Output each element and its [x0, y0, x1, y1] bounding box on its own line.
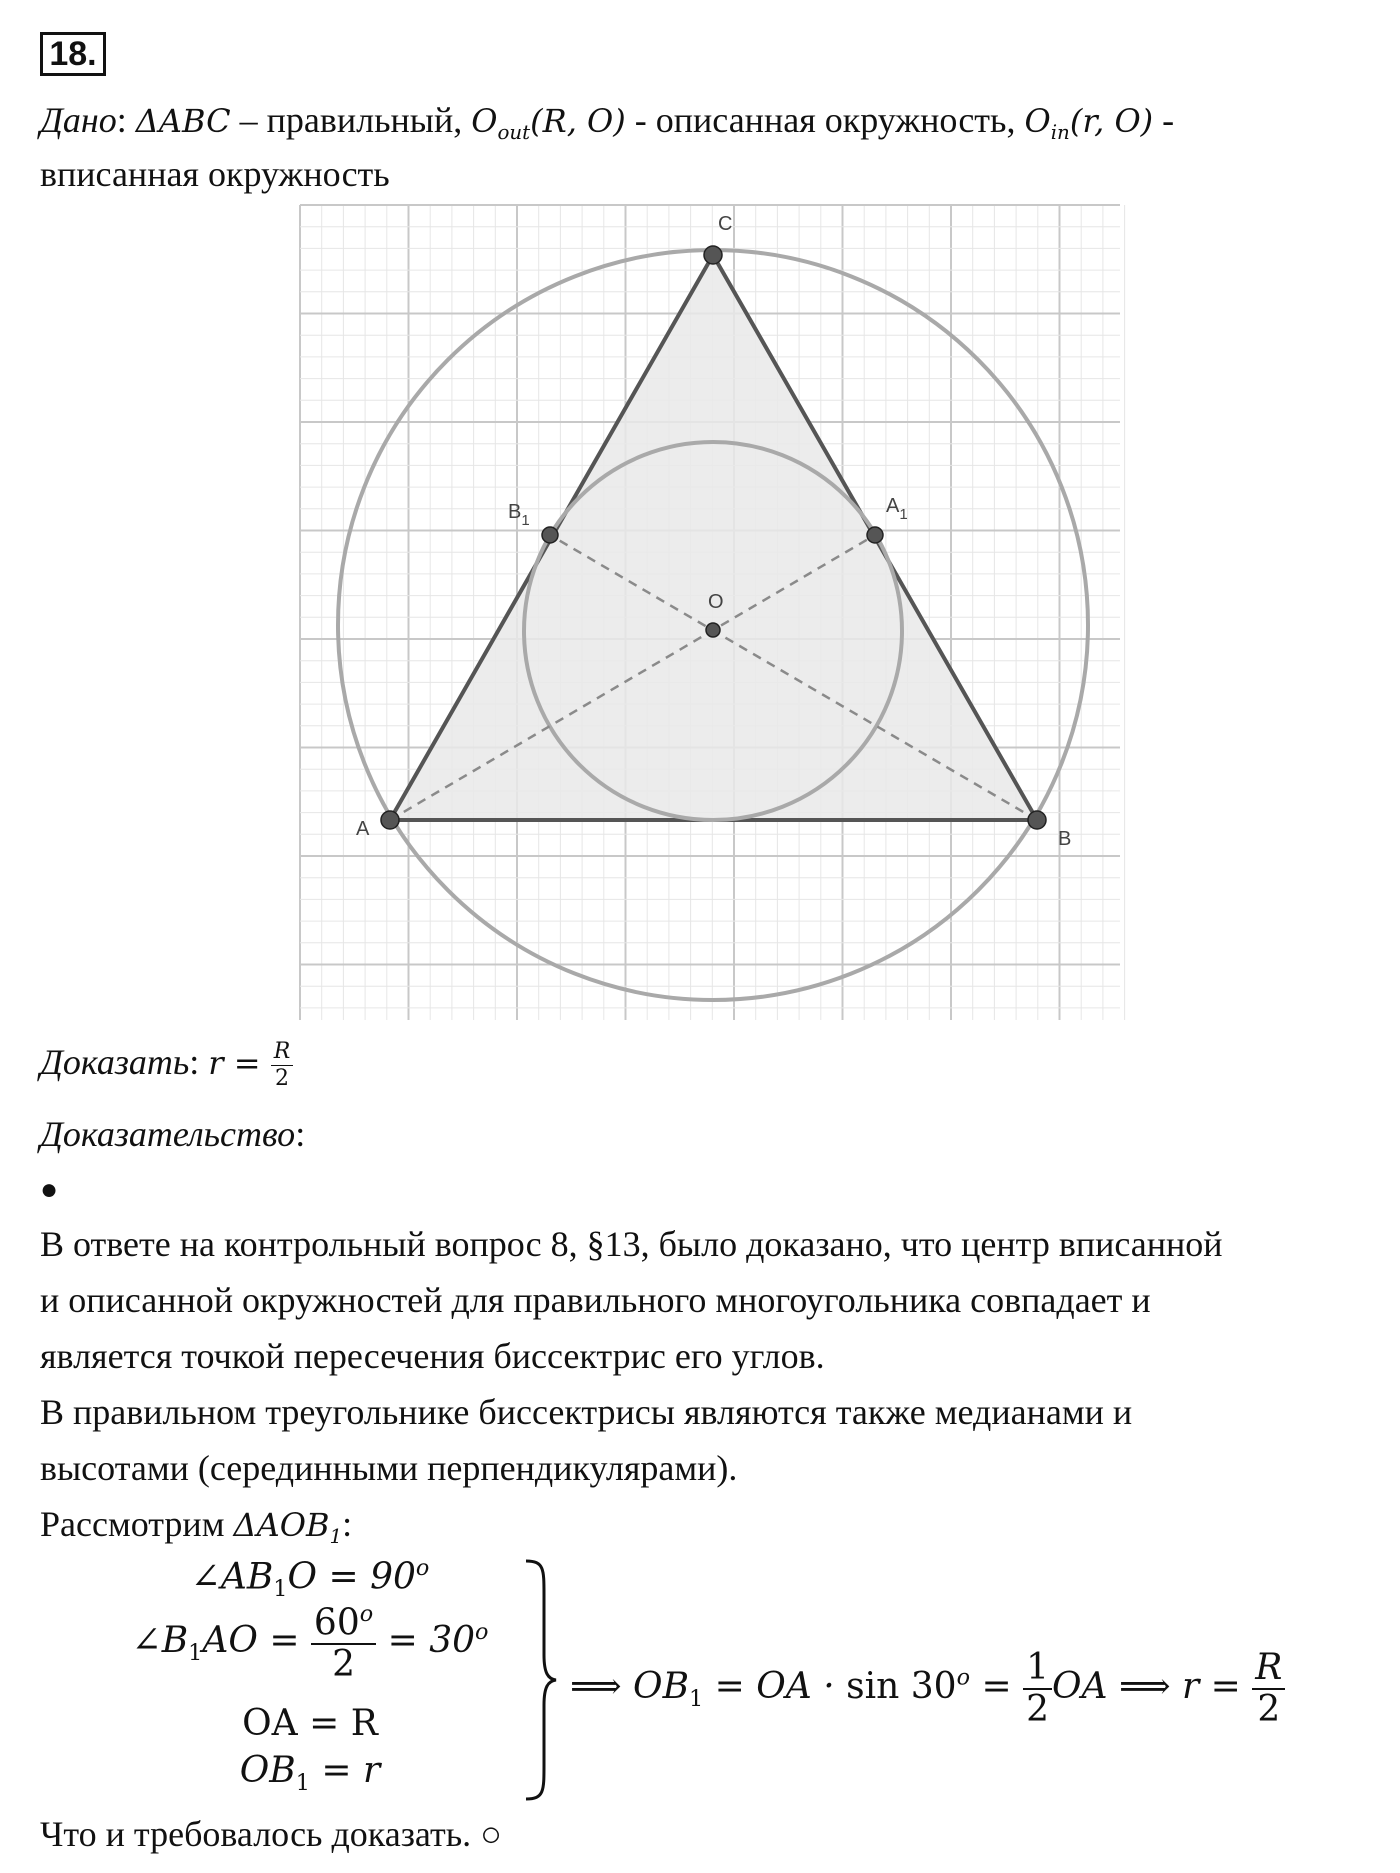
system-row-2: $\angle B_1AO$ = $\frac{60^o}{2}$ = $30^o$ [131, 1601, 489, 1686]
paragraph-line-2: и описанной окружностей для правильного многоугольника совпадает и [40, 1280, 1151, 1320]
given-text-circumscribed: - описанная окружность, [625, 100, 1025, 140]
given-line: Дано: ΔABC – правильный, $O_{out}(R$, O) - описанная окружность, $O_{in}(r$, O) - [40, 100, 1175, 144]
label-b: B [1058, 828, 1072, 850]
label-o: O [708, 591, 724, 613]
right-brace [520, 1555, 560, 1805]
paragraph-line-4: В правильном треугольнике биссектрисы являются также медианами и [40, 1392, 1133, 1432]
given-label: Дано [40, 100, 117, 140]
circumcircle-symbol: $O_{out}(R$, O) [471, 102, 626, 144]
label-b1: $B_1$ [508, 501, 530, 529]
incircle-symbol: $O_{in}(r$, O) [1024, 102, 1154, 144]
prove-fraction: $\frac{R}{2}$ [271, 1041, 294, 1090]
prove-label: Доказать [40, 1042, 190, 1082]
fraction-r-over-2: $\frac{R}{2}$ [1252, 1650, 1285, 1728]
consider-triangle: $\Delta AOB_1$ [233, 1506, 343, 1548]
point-c [704, 246, 722, 264]
point-a1 [867, 527, 883, 543]
prove-lhs: r [208, 1044, 224, 1082]
point-b [1028, 811, 1046, 829]
given-triangle: ΔABC [135, 102, 231, 140]
system-row-3: OA = R [242, 1703, 378, 1744]
paragraph-line-5: высотами (серединными перпендикулярами). [40, 1448, 738, 1488]
paragraph-line-3: является точкой пересечения биссектрис его углов. [40, 1336, 825, 1376]
paragraph-line-1: В ответе на контрольный вопрос 8, §13, было доказано, что центр вписанной [40, 1224, 1223, 1264]
fraction-one-half: $\frac{1}{2}$ [1023, 1650, 1052, 1728]
point-o [706, 623, 720, 637]
system-row-1: $\angle AB_1O = 90^o$ [190, 1555, 430, 1603]
geometry-figure [290, 200, 1140, 1030]
point-b1 [542, 527, 558, 543]
triangle-abc [390, 255, 1037, 820]
label-a1: $A_1$ [886, 495, 908, 523]
point-a [381, 811, 399, 829]
given-line-2: вписанная окружность [40, 154, 390, 194]
bullet: ● [40, 1173, 59, 1206]
consider-line: Рассмотрим $\Delta AOB_1$: [40, 1504, 353, 1548]
problem-number: 18. [40, 32, 106, 76]
label-a: A [356, 818, 370, 840]
conclusion: ⟹ $OB_1$ = OA · $\sin 30^o$ = $\frac{1}{2}$ OA ⟹ r = $\frac{R}{2}$ [570, 1650, 1285, 1728]
proof-label: Доказательство: [40, 1114, 306, 1154]
given-text-regular: – правильный, [230, 100, 472, 140]
system-row-4: $OB_1 = r$ [239, 1750, 381, 1796]
equation-system [70, 1555, 1370, 1805]
prove-line: Доказать: r = $\frac{R}{2}$ [40, 1040, 293, 1090]
label-c: C [718, 213, 733, 235]
final-statement: Что и требовалось доказать. ○ [40, 1814, 502, 1854]
